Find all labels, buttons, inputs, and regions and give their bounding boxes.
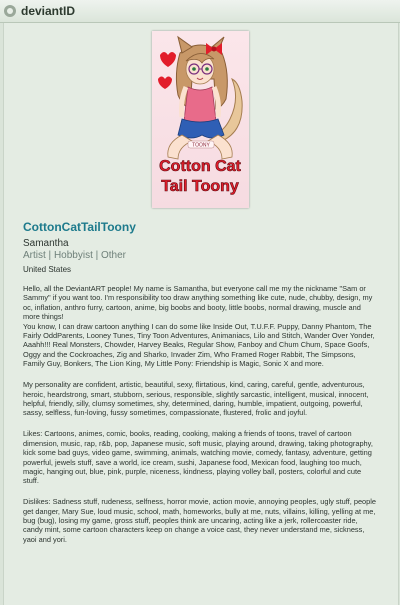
profile-real-name: Samantha — [23, 238, 69, 249]
tag-separator: | — [92, 250, 101, 261]
profile-tag: Other — [101, 250, 127, 261]
title-bar — [0, 0, 400, 23]
profile-bio — [23, 284, 378, 556]
profile-username-link[interactable]: CottonCatTailToony — [23, 220, 136, 234]
profile-avatar[interactable] — [152, 31, 249, 208]
profile-tag: Hobbyist — [53, 250, 93, 261]
avatar-illustration — [152, 31, 249, 208]
tag-separator: | — [45, 250, 54, 261]
avatar-badge-text: TOONY — [192, 142, 210, 149]
bio-paragraph-likes: Likes: Cartoons, animes, comic, books, reading, cooking, making a friends of toons, travel of cartoon dimension, music, rap, r&b, pop, Japanese music, soft music, playing around, drawing, taking photography, kick some bad guys, video game, swimming, animals, watching movie, comedy, fantasy, adventure, getting powerful, jewels stuff, save a world, ice cream, sushi, Japanese food, Mexican food, laughing too much, magic, hanging out, blue, pink, purple, niceness, kindness, playing volley ball, posters, colorful and cute stuff. — [23, 429, 373, 486]
profile-location: United States — [23, 265, 72, 274]
widget-title: deviantID — [21, 4, 76, 18]
bio-paragraph-dislikes: Dislikes: Sadness stuff, rudeness, selfness, horror movie, action movie, annoying peoples, ugly stuff, people get danger, Mary Sue, loud music, school, math, homeworks, bully at me, nuts, villains, killing, yelling at me, bug (bug), losing my game, gross stuff, peoples think are uncaring, acting like a jerk, rollercoaster ride, candy mint, some cartoon characters keep on change a voice cast, they never understand me, sickness, yaoi and yori. — [23, 497, 377, 544]
avatar-logo-line-2: Tail Toony — [161, 178, 239, 195]
deviantart-logo-icon — [4, 5, 16, 17]
bio-paragraph-personality: My personality are confident, artistic, beautiful, sexy, flirtatious, kind, caring, careful, gentle, adventurous, heroic, heardstrong, smart, stubborn, serious, responsible, slightly sarcastic, intelligent, musical, innocent, helpful, friendly, silly, clumsy sometimes, shy, determined, daring, humble, impatient, outgoing, powerful, sassy, selfless, fun-loving, fussy sometimes, compassionate, flustered, frolic and joyful. — [23, 380, 369, 418]
bio-paragraph-intro: Hello, all the DeviantART people! My name is Samantha, but everyone call me my the nickname "Sam or Sammy" if you want too. I'm responsibility too draw anything something like cute, nude, chubby, design, my oc, inflation, anthro furry, cartoon, anime, big boobs and booty, little boobs, normal drawing, muscle and more things! You know, I can draw cartoon anything I can do some like Inside Out, T.U.F.F. Puppy, Danny Phantom, The Fairly OddParents, Looney Tunes, Tiny Toon Adventures, Animaniacs, Lilo and Stitch, Wander Over Yonder, Aaahh!!! Real Monsters, Chowder, Harvey Beaks, Regular Show, Fanboy and Chum Chum, Space Goofs, Oggy and the Cockroaches, Zig and Sharko, Invader Zim, Who Framed Roger Rabbit, The Simpsons, Family Guy, Bonkers, The Lion King, My Little Pony: Friendship is Magic, Sonic X and more. — [23, 284, 375, 369]
profile-tags — [23, 250, 126, 261]
profile-tag: Artist — [23, 250, 46, 261]
avatar-logo-line-1: Cotton Cat — [159, 158, 241, 175]
